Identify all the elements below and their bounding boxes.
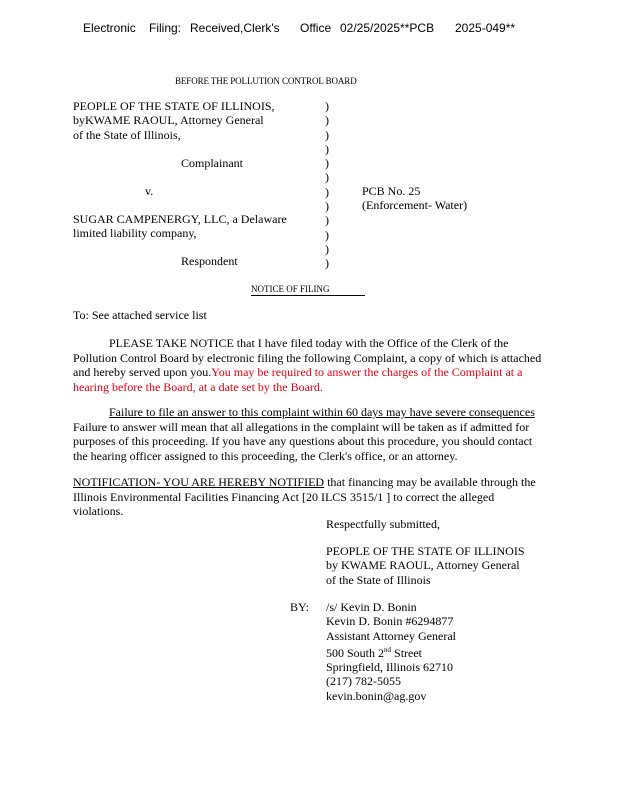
paragraph-failure (73, 405, 535, 463)
plaintiff-line: of the State of Illinois, (73, 127, 181, 142)
defendant-line: limited liability company, (73, 226, 197, 241)
plaintiff-block (73, 99, 275, 142)
paren: ) (325, 213, 329, 228)
header-electronic: Electronic (83, 21, 136, 35)
paragraph-line (73, 365, 541, 380)
caption-parentheses (325, 99, 329, 271)
paragraph-line: the hearing officer assigned to this proceeding, the Clerk's office, or an attorney. (73, 448, 458, 463)
warning-text: hearing before the Board, at a date set by the Board. (73, 379, 323, 394)
by-label: BY: (290, 600, 309, 614)
ordinal-suffix: nd (384, 645, 392, 654)
to-line: To: See attached service list (73, 308, 207, 322)
paragraph-notification (73, 475, 536, 519)
defendant-line: SUGAR CAMPENERGY, LLC, a Delaware (73, 212, 287, 226)
enforcement-type: (Enforcement- Water) (362, 198, 468, 212)
defendant-block (73, 212, 287, 241)
attorney-block (326, 600, 456, 703)
city-line: Springfield, Illinois 62710 (326, 660, 453, 675)
served-text: and hereby served upon you. (73, 365, 212, 379)
paren: ) (325, 99, 329, 113)
header-office: Office (300, 21, 332, 35)
header-date-docket: 02/25/2025**PCB (340, 21, 435, 35)
complainant-label: Complainant (181, 156, 243, 170)
failure-warning: Failure to file an answer to this complaint within 60 days may have severe consequences (109, 405, 535, 419)
street-name: Street (391, 645, 423, 660)
paren: ) (325, 141, 329, 156)
header-case-number: 2025-049** (455, 21, 516, 35)
notification-text: that financing may be available through the (324, 475, 536, 489)
party-line: PEOPLE OF THE STATE OF ILLINOIS (326, 544, 525, 558)
notice-title: NOTICE OF FILING (251, 284, 330, 294)
paren: ) (325, 113, 329, 128)
header-filing: Filing: (149, 21, 182, 35)
notification-heading: NOTIFICATION- YOU ARE HEREBY NOTIFIED (73, 475, 325, 489)
paragraph-line (73, 405, 535, 420)
pcb-number: PCB No. 25 (362, 184, 421, 198)
paren: ) (325, 256, 329, 271)
attorney-title: Assistant Attorney General (326, 628, 456, 643)
party-line: by KWAME RAOUL, Attorney General (326, 558, 520, 573)
party-block (326, 544, 525, 587)
warning-text: You may be required to answer the charges of the Complaint at a (211, 365, 523, 379)
closing: Respectfully submitted, (326, 517, 440, 531)
plaintiff-line: byKWAME RAOUL, Attorney General (73, 113, 264, 128)
notice-title-underline (251, 295, 365, 296)
paren: ) (325, 241, 329, 256)
paren: ) (325, 156, 329, 171)
paragraph-line: purposes of this proceeding. If you have any questions about this procedure, you should contact (73, 434, 533, 448)
paragraph-line: Pollution Control Board by electronic filing the following Complaint, a copy of which is attached (73, 350, 542, 365)
paren: ) (325, 127, 329, 142)
paren: ) (325, 184, 329, 199)
paragraph-line: Illinois Environmental Facilities Financing Act [20 ILCS 3515/1 ] to correct the alleged (73, 489, 495, 504)
phone-number: (217) 782-5055 (326, 674, 401, 689)
plaintiff-line: PEOPLE OF THE STATE OF ILLINOIS, (73, 99, 275, 113)
email-address: kevin.bonin@ag.gov (326, 688, 427, 703)
paragraph-notice (73, 336, 541, 394)
paragraph-line: Failure to answer will mean that all allegations in the complaint will be taken as if admitted for (73, 419, 530, 434)
paren: ) (325, 170, 329, 185)
paragraph-line (73, 475, 536, 490)
respondent-label: Respondent (181, 254, 238, 268)
attorney-name: Kevin D. Bonin #6294877 (326, 614, 454, 629)
paren: ) (325, 227, 329, 242)
party-line: of the State of Illinois (326, 572, 431, 587)
signature-line: /s/ Kevin D. Bonin (326, 600, 417, 614)
street-address (326, 643, 456, 660)
board-title: BEFORE THE POLLUTION CONTROL BOARD (175, 76, 357, 86)
paragraph-line: violations. (73, 504, 124, 518)
paren: ) (325, 199, 329, 214)
versus-label: v. (145, 184, 154, 198)
street-number: 500 South 2 (326, 645, 385, 660)
paragraph-line: PLEASE TAKE NOTICE that I have filed today with the Office of the Clerk of the (109, 336, 509, 350)
header-received: Received,Clerk's (190, 21, 280, 35)
